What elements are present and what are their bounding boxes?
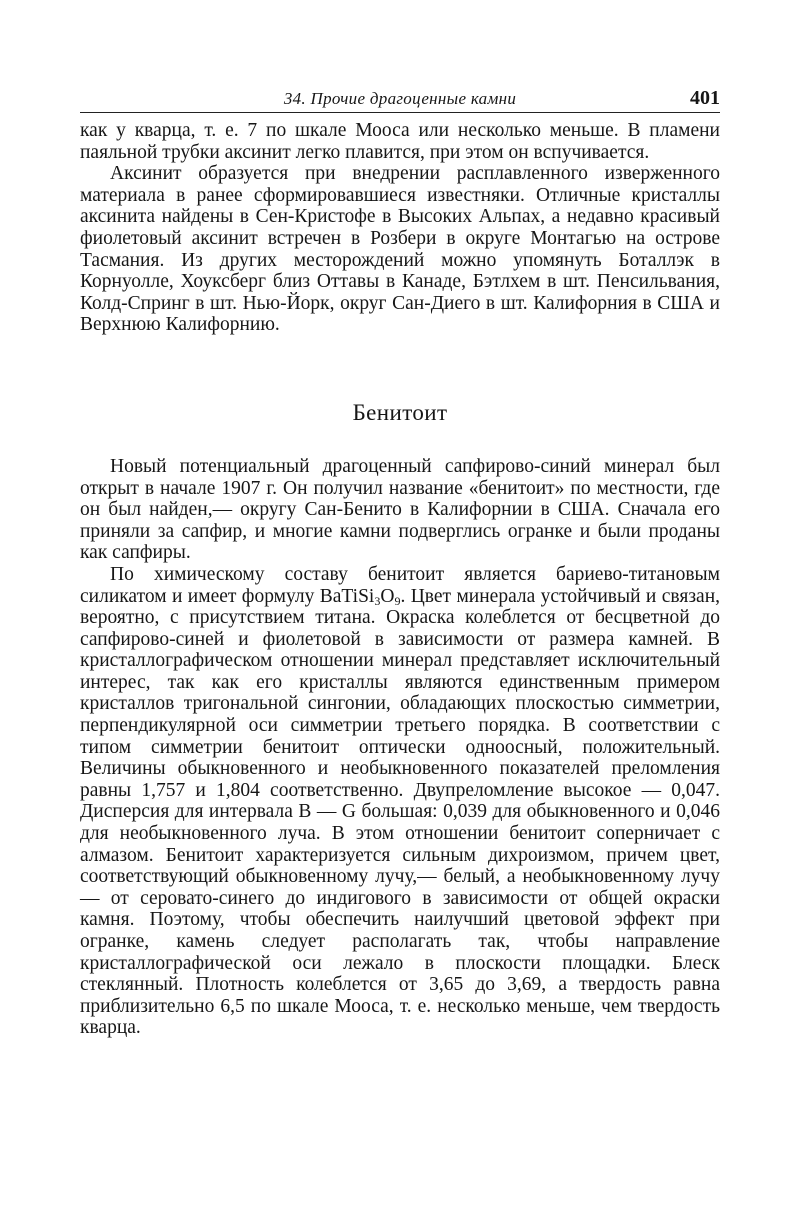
running-title: 34. Прочие драгоценные камни	[283, 89, 517, 108]
benitoite-properties-paragraph	[80, 564, 720, 1039]
page-number: 401	[690, 87, 720, 109]
running-header	[80, 86, 720, 113]
formula-subscript-2: 9	[394, 593, 401, 608]
formula-subscript-1: 3	[374, 593, 381, 608]
axinite-deposits-paragraph: Аксинит образуется при внедрении расплавленного изверженного материала в ранее сформировавшиеся известняки. Отличные кристаллы аксинита найдены в Сен-Кристофе в Высоких Альпах, а недавно красивый фиолетовый аксинит встречен в Розбери в округе Монтагью на острове Тасмания. Из других месторождений можно упомянуть Боталлэк в Корнуолле, Хоуксберг близ Оттавы в Канаде, Бэтлхем в шт. Пенсильвания, Колд-Спринг в шт. Нью-Йорк, округ Сан-Диего в шт. Калифорния в США и Верхнюю Калифорнию.	[80, 163, 720, 336]
formula-part-2: O	[380, 585, 395, 607]
benitoite-discovery-paragraph: Новый потенциальный драгоценный сапфирово-синий минерал был открыт в начале 1907 г. Он получил название «бенитоит» по местности, где он был найден,— округу Сан-Бенито в Калифорнии в США. Сначала его приняли за сапфир, и многие камни подверглись огранке и были проданы как сапфиры.	[80, 455, 720, 564]
book-page	[80, 86, 720, 1039]
properties-text-end: . Цвет минерала устойчивый и связан, вероятно, с присутствием титана. Окраска колеблется от бесцветной до сапфирово-синей и фиолетовой в зависимости от размера камней. В кристаллографическом отношении минерал представляет исключительный интерес, так как его кристаллы являются единственным примером кристаллов тригональной сингонии, обладающих плоскостью симметрии, перпендикулярной оси симметрии третьего порядка. В соответствии с типом симметрии бенитоит оптически одноосный, положительный. Величины обыкновенного и необыкновенного показателей преломления равны 1,757 и 1,804 соответственно. Двупреломление высокое — 0,047. Дисперсия для интервала B — G большая: 0,039 для обыкновенного и 0,046 для необыкновенного луча. В этом отношении бенитоит соперничает с алмазом. Бенитоит характеризуется сильным дихроизмом, причем цвет, соответствующий обыкновенному лучу,— белый, а необыкновенному лучу — от серовато-синего до индигового в зависимости от общей окраски камня. Поэтому, чтобы обеспечить наилучший цветовой эффект при огранке, камень следует располагать так, чтобы направление кристаллографической оси лежало в плоскости площадки. Блеск стеклянный. Плотность колеблется от 3,65 до 3,69, а твердость равна приблизительно 6,5 по шкале Мооса, т. е. несколько меньше, чем твердость кварца.	[80, 585, 721, 1039]
properties-text-start: По химическому составу бенитоит является бариево-титановым силикатом и имеет формулу	[80, 563, 720, 607]
axinite-continued-paragraph: как у кварца, т. е. 7 по шкале Мооса или несколько меньше. В пламени паяльной трубки аксинит легко плавится, при этом он вспучивается.	[80, 120, 720, 163]
chemical-formula	[320, 586, 401, 607]
section-title: Бенитоит	[352, 399, 448, 425]
formula-part-1: BaTiSi	[319, 585, 375, 607]
